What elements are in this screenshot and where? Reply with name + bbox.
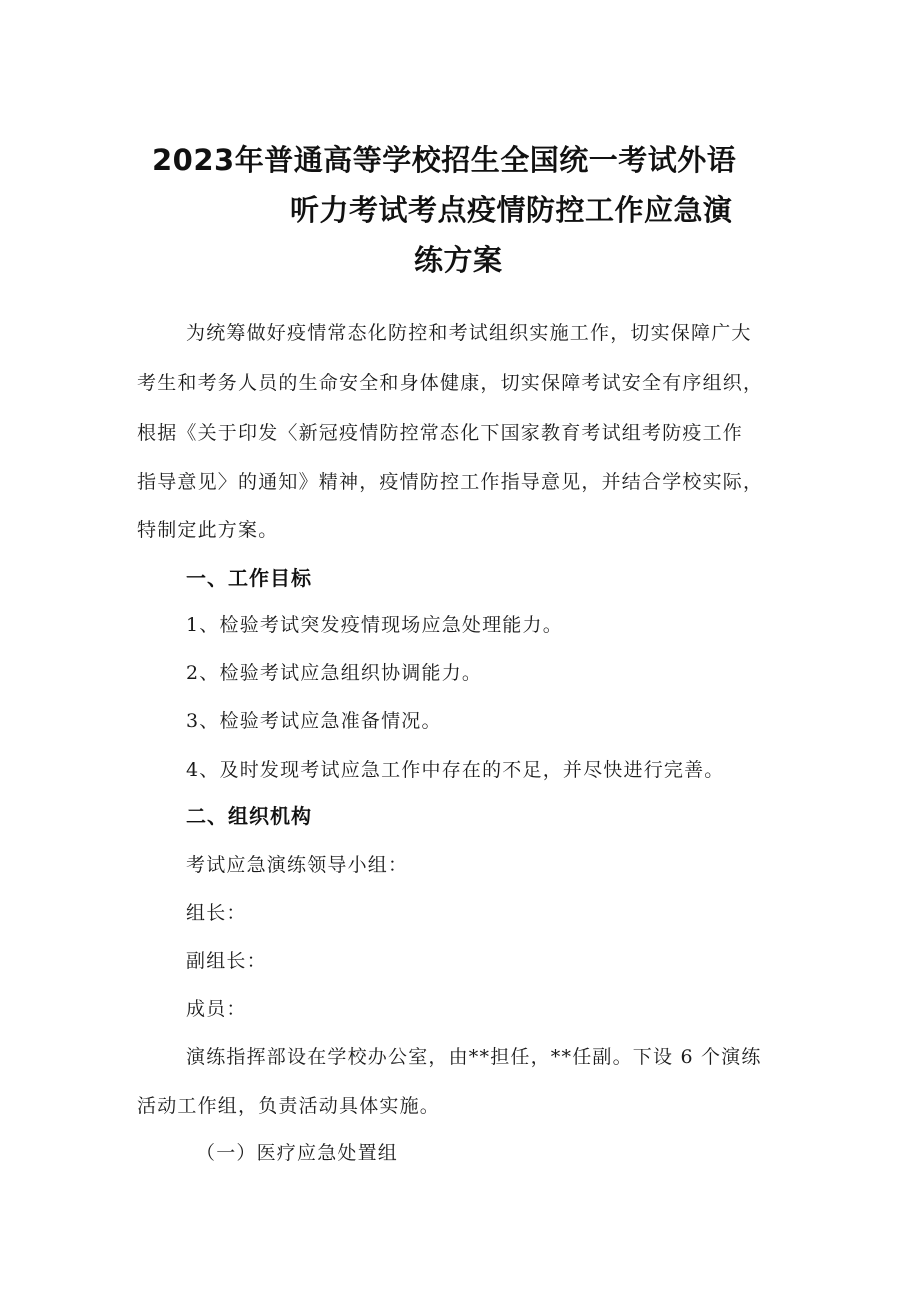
goal-item-3: 3、检验考试应急准备情况。 [186, 710, 442, 732]
document-title-line-2: 听力考试考点疫情防控工作应急演 [290, 193, 733, 227]
intro-line-1: 为统筹做好疫情常态化防控和考试组织实施工作，切实保障广大 [186, 322, 752, 344]
subsection-medical-group: （一）医疗应急处置组 [196, 1142, 399, 1164]
intro-line-3: 根据《关于印发〈新冠疫情防控常态化下国家教育考试组考防疫工作 [137, 422, 744, 444]
leader-label: 组长： [186, 902, 247, 924]
goal-item-4: 4、及时发现考试应急工作中存在的不足，并尽快进行完善。 [186, 759, 725, 781]
document-title-line-3: 练方案 [414, 243, 503, 277]
section-heading-organization: 二、组织机构 [186, 804, 312, 828]
deputy-leader-label: 副组长： [186, 950, 267, 972]
command-line-1: 演练指挥部设在学校办公室，由**担任，**任副。下设 6 个演练 [186, 1046, 762, 1068]
intro-line-5: 特制定此方案。 [137, 519, 279, 541]
members-label: 成员： [186, 998, 247, 1020]
section-heading-goals: 一、工作目标 [186, 566, 312, 590]
command-line-2: 活动工作组，负责活动具体实施。 [137, 1095, 441, 1117]
document-title-line-1: 2023年普通高等学校招生全国统一考试外语 [152, 143, 737, 177]
intro-line-2: 考生和考务人员的生命安全和身体健康，切实保障考试安全有序组织， [137, 372, 764, 394]
leadership-group-label: 考试应急演练领导小组： [186, 854, 409, 876]
intro-line-4: 指导意见〉的通知》精神，疫情防控工作指导意见，并结合学校实际， [137, 471, 764, 493]
goal-item-1: 1、检验考试突发疫情现场应急处理能力。 [186, 614, 563, 636]
goal-item-2: 2、检验考试应急组织协调能力。 [186, 662, 483, 684]
